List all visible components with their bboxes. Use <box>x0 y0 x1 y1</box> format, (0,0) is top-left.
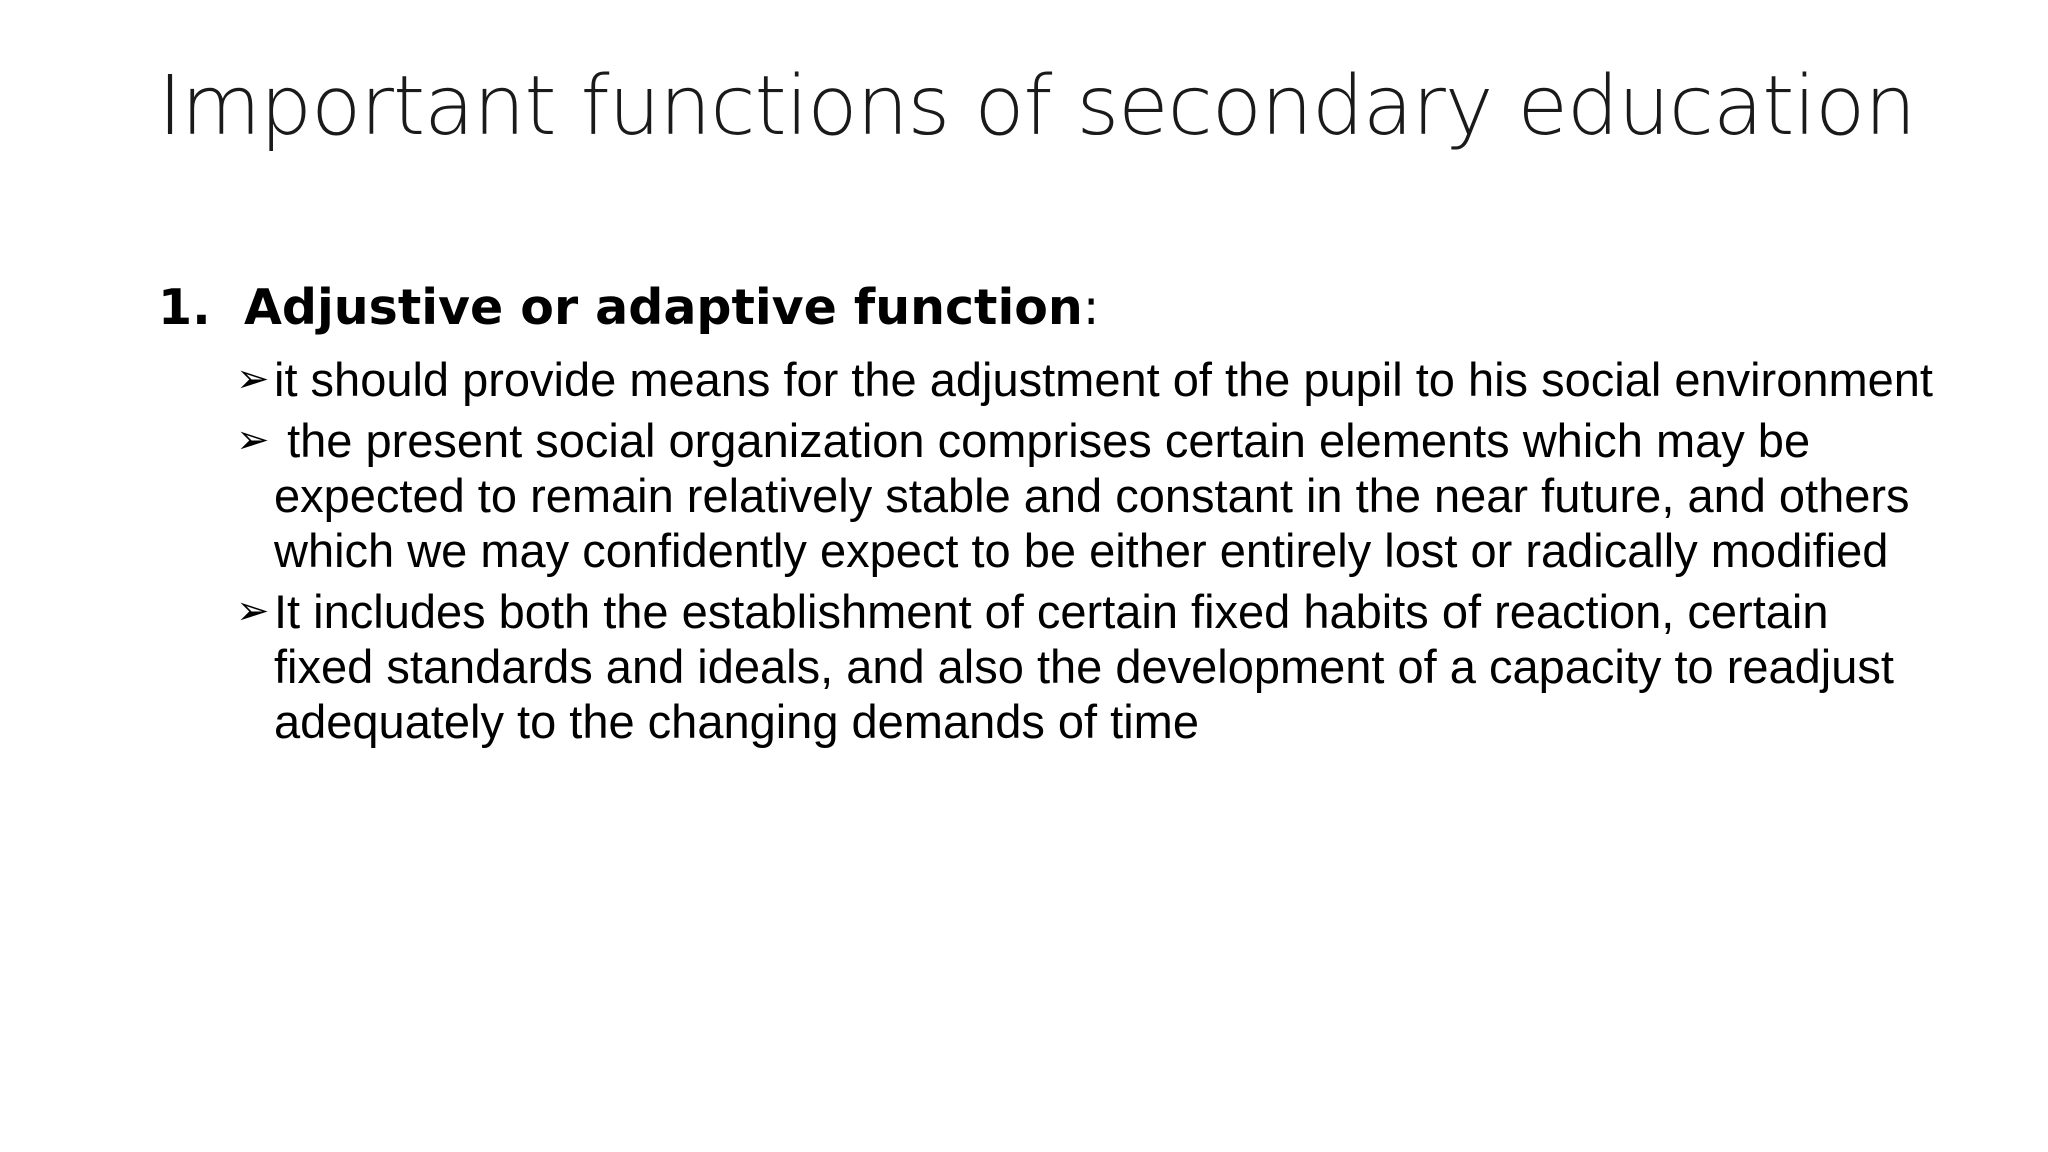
section-heading <box>158 276 1099 340</box>
bullet-list <box>236 352 1936 755</box>
section-colon: : <box>1082 279 1100 336</box>
slide-title: Important functions of secondary education <box>158 59 1916 154</box>
arrowhead-bullet-icon: ➢ <box>236 588 270 634</box>
bullet-item <box>236 413 1936 578</box>
arrowhead-bullet-icon: ➢ <box>236 417 270 463</box>
arrowhead-bullet-icon: ➢ <box>236 356 270 402</box>
bullet-text: it should provide means for the adjustment of the pupil to his social environment <box>274 353 1933 406</box>
section-title: Adjustive or adaptive function <box>244 279 1083 336</box>
bullet-item <box>236 584 1936 749</box>
bullet-text: the present social organization comprises certain elements which may be expected to remain relatively stable and constant in the near future, and others which we may confidently expect to be either entirely lost or radically modified <box>274 414 1910 577</box>
section-number: 1. <box>158 279 211 336</box>
bullet-item <box>236 352 1936 407</box>
bullet-text: It includes both the establishment of certain fixed habits of reaction, certain fixed standards and ideals, and also the development of a capacity to readjust adequately to the changing demands of time <box>274 585 1894 748</box>
